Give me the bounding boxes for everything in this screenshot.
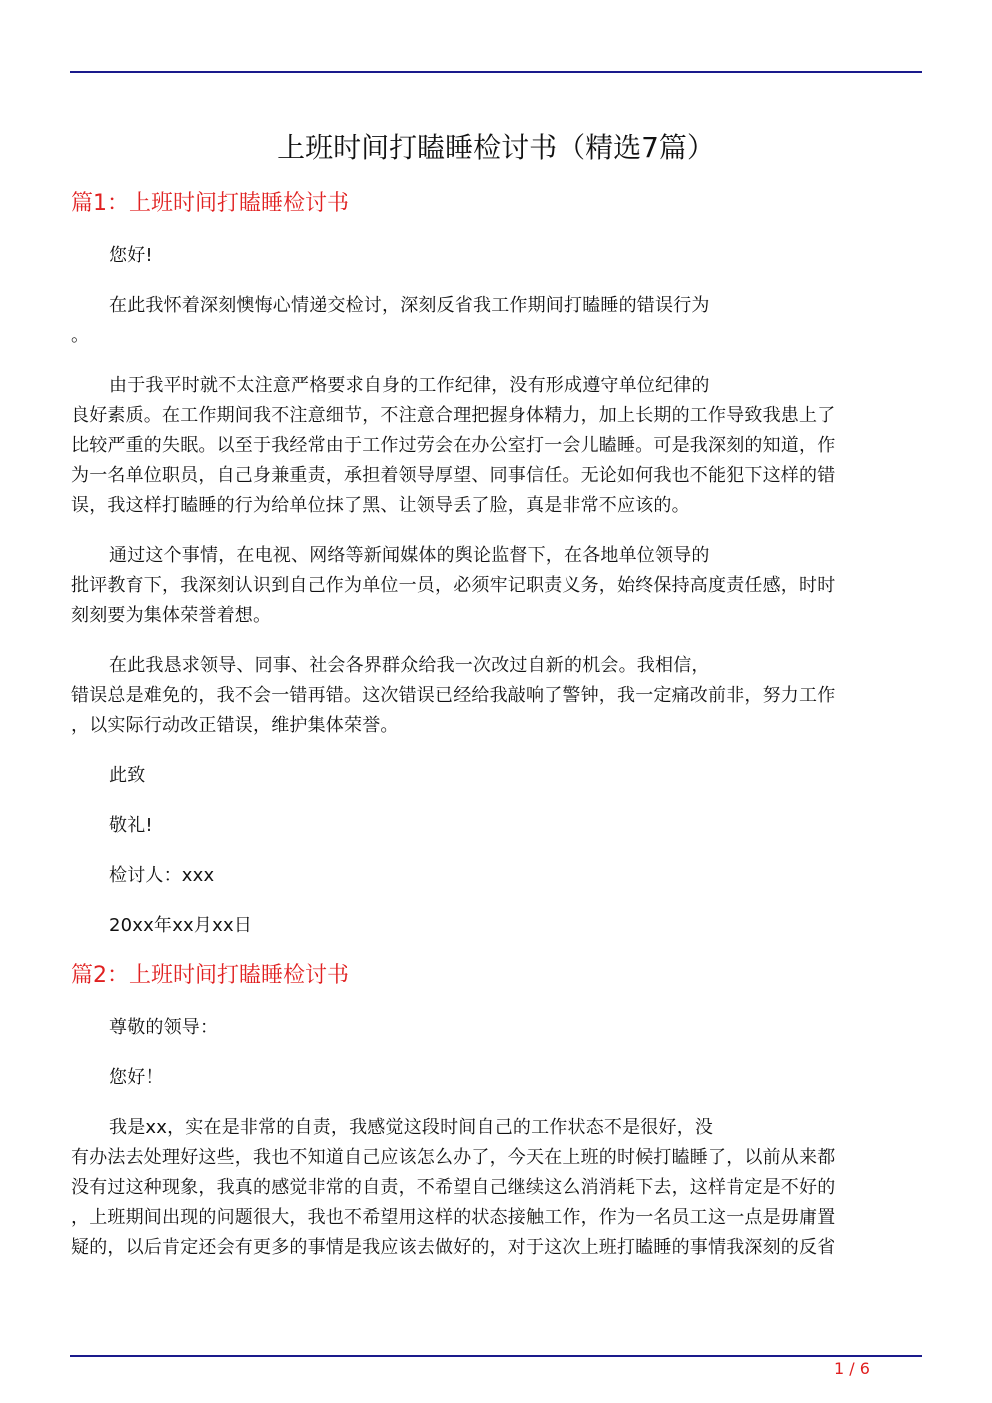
footer-rule <box>70 1355 922 1357</box>
greeting: 您好! <box>109 245 153 266</box>
closing-line: 此致 <box>109 765 146 786</box>
section-1-heading: 篇1：上班时间打瞌睡检讨书 <box>71 191 349 216</box>
paragraph-line: 我是xx，实在是非常的自责，我感觉这段时间自己的工作状态不是很好，没 <box>109 1117 714 1138</box>
paragraph-line: 为一名单位职员，自己身兼重责，承担着领导厚望、同事信任。无论如何我也不能犯下这样的错 <box>71 465 836 486</box>
paragraph-line: 比较严重的失眠。以至于我经常由于工作过劳会在办公室打一会儿瞌睡。可是我深刻的知道，作 <box>71 435 836 456</box>
paragraph-line: 有办法去处理好这些，我也不知道自己应该怎么办了，今天在上班的时候打瞌睡了，以前从来都 <box>71 1147 836 1168</box>
paragraph-line: 批评教育下，我深刻认识到自己作为单位一员，必须牢记职责义务，始终保持高度责任感，时时 <box>71 575 836 596</box>
section-2-heading: 篇2：上班时间打瞌睡检讨书 <box>71 963 349 988</box>
paragraph-line: 由于我平时就不太注意严格要求自身的工作纪律，没有形成遵守单位纪律的 <box>109 375 710 396</box>
document-title: 上班时间打瞌睡检讨书（精选7篇） <box>277 131 715 164</box>
paragraph-line: 。 <box>71 325 90 346</box>
paragraph-line: 刻刻要为集体荣誉着想。 <box>71 605 272 626</box>
header-rule <box>70 71 922 73</box>
page-number: 1 / 6 <box>834 1359 870 1378</box>
paragraph-line: 在此我怀着深刻懊悔心情递交检讨，深刻反省我工作期间打瞌睡的错误行为 <box>109 295 710 316</box>
paragraph-line: 误，我这样打瞌睡的行为给单位抹了黑、让领导丢了脸，真是非常不应该的。 <box>71 495 690 516</box>
paragraph-line: 通过这个事情，在电视、网络等新闻媒体的舆论监督下，在各地单位领导的 <box>109 545 710 566</box>
paragraph-line: 错误总是难免的，我不会一错再错。这次错误已经给我敲响了警钟，我一定痛改前非，努力工作 <box>71 685 836 706</box>
closing-salute: 敬礼! <box>109 815 153 836</box>
paragraph-line: 在此我恳求领导、同事、社会各界群众给我一次改过自新的机会。我相信， <box>109 655 710 676</box>
paragraph-line: 良好素质。在工作期间我不注意细节，不注意合理把握身体精力，加上长期的工作导致我患上了 <box>71 405 836 426</box>
paragraph-line: 疑的，以后肯定还会有更多的事情是我应该去做好的，对于这次上班打瞌睡的事情我深刻的反省 <box>71 1237 836 1258</box>
signer: 检讨人：xxx <box>109 865 215 886</box>
date: 20xx年xx月xx日 <box>109 915 253 936</box>
section-2 <box>71 961 916 1263</box>
paragraph-line: 没有过这种现象，我真的感觉非常的自责，不希望自己继续这么消消耗下去，这样肯定是不好的 <box>71 1177 836 1198</box>
salutation: 尊敬的领导： <box>109 1017 219 1038</box>
paragraph-line: ，上班期间出现的问题很大，我也不希望用这样的状态接触工作，作为一名员工这一点是毋庸置 <box>71 1207 836 1228</box>
greeting: 您好！ <box>109 1067 164 1088</box>
paragraph-line: ，以实际行动改正错误，维护集体荣誉。 <box>71 715 399 736</box>
section-1 <box>71 189 916 941</box>
